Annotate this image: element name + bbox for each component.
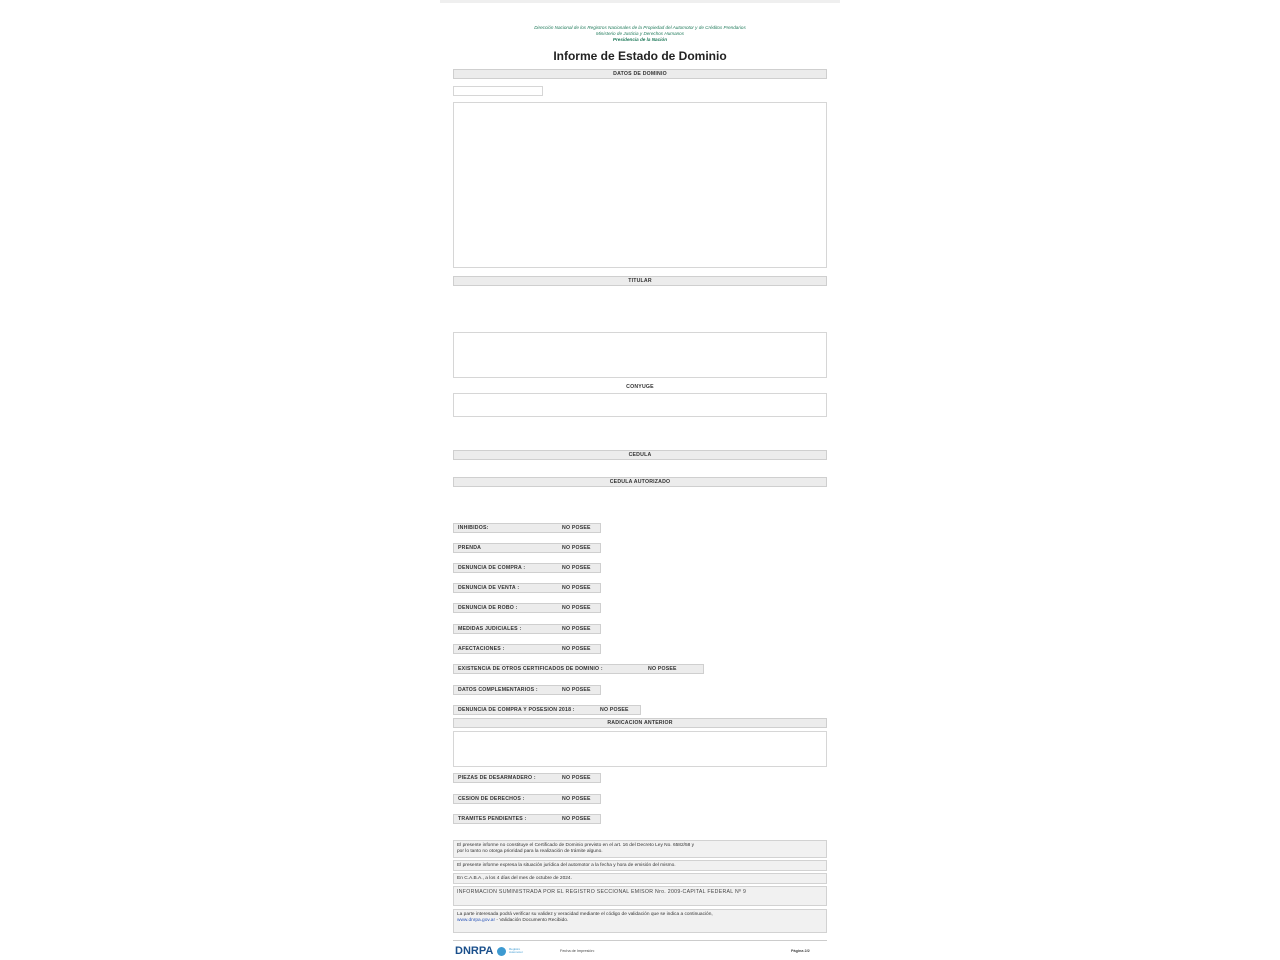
- footer-pagina: Página 2/2: [791, 949, 810, 953]
- section-datos-dominio: DATOS DE DOMINIO: [453, 69, 827, 79]
- label-datos-complementarios: DATOS COMPLEMENTARIOS :: [458, 687, 538, 693]
- bar-tramites-pendientes: [453, 814, 601, 824]
- label-denuncia-venta: DENUNCIA DE VENTA :: [458, 585, 520, 591]
- conyuge-box: [453, 393, 827, 417]
- label-inhibidos: INHIBIDOS:: [458, 525, 489, 531]
- value-existencia-certificados: NO POSEE: [648, 666, 677, 672]
- section-radicacion-anterior: RADICACION ANTERIOR: [453, 718, 827, 728]
- section-cedula-autorizado: CEDULA AUTORIZADO: [453, 477, 827, 487]
- value-inhibidos: NO POSEE: [562, 525, 591, 531]
- footer-fecha-label: Fecha de Impresión:: [560, 949, 595, 953]
- header-line-3: Presidencia de la Nación: [612, 37, 668, 42]
- value-denuncia-robo: NO POSEE: [562, 605, 591, 611]
- value-denuncia-compra-posesion: NO POSEE: [600, 707, 629, 713]
- label-existencia-certificados: EXISTENCIA DE OTROS CERTIFICADOS DE DOMINIO :: [458, 666, 603, 672]
- bar-inhibidos: [453, 523, 601, 533]
- value-tramites-pendientes: NO POSEE: [562, 816, 591, 822]
- note-disclaimer: [453, 840, 827, 858]
- bar-piezas-desarmadero: [453, 773, 601, 783]
- document-page: [440, 0, 840, 960]
- label-piezas-desarmadero: PIEZAS DE DESARMADERO :: [458, 775, 536, 781]
- value-afectaciones: NO POSEE: [562, 646, 591, 652]
- note-disclaimer-line-1: El presente informe no constituye el Certificado de Dominio previsto en el art. 16 del Decreto Ley No. 6582/58 y: [457, 843, 695, 848]
- domicilio-box: [453, 332, 827, 378]
- section-titular: TITULAR: [453, 276, 827, 286]
- note-fecha: En C.A.B.A., a los 4 días del mes de octubre de 2024.: [453, 873, 827, 884]
- bar-afectaciones: [453, 644, 601, 654]
- bar-cesion-derechos: [453, 794, 601, 804]
- bar-medidas-judiciales: [453, 624, 601, 634]
- value-cesion-derechos: NO POSEE: [562, 796, 591, 802]
- dominio-box: [453, 86, 543, 96]
- bar-denuncia-robo: [453, 603, 601, 613]
- radicacion-box: [453, 731, 827, 767]
- label-denuncia-compra-posesion: DENUNCIA DE COMPRA Y POSESION 2018 :: [458, 707, 575, 713]
- section-conyuge: CONYUGE: [590, 383, 690, 393]
- header-line-2: Ministerio de Justicia y Derechos Humanos: [595, 31, 685, 36]
- bar-existencia-certificados: [453, 664, 704, 674]
- bar-denuncia-venta: [453, 583, 601, 593]
- label-cesion-derechos: CESION DE DERECHOS :: [458, 796, 525, 802]
- page-title: Informe de Estado de Dominio: [553, 49, 727, 63]
- note-disclaimer-line-2: por lo tanto no otorga prioridad para la realización de trámite alguno.: [457, 849, 603, 854]
- note-validacion-line-1: La parte interesada podrá verificar su validez y veracidad mediante el código de validación que se indica a continuación,: [457, 912, 713, 917]
- note-validacion-suffix: - Validación Documento Recibido.: [496, 918, 569, 923]
- page-footer: [453, 940, 827, 959]
- value-datos-complementarios: NO POSEE: [562, 687, 591, 693]
- note-situacion: El presente informe expresa la situación jurídica del automotor a la fecha y hora de emisión del mismo.: [453, 860, 827, 871]
- bar-prenda: [453, 543, 601, 553]
- label-prenda: PRENDA: [458, 545, 482, 551]
- note-registro: [453, 886, 827, 906]
- label-denuncia-robo: DENUNCIA DE ROBO :: [458, 605, 518, 611]
- note-registro-line-1: INFORMACION SUMINISTRADA POR EL REGISTRO SECCIONAL EMISOR Nro. 2009-CAPITAL FEDERAL Nº 9: [457, 889, 747, 895]
- dnrpa-link[interactable]: www.dnrpa.gov.ar: [457, 918, 496, 923]
- bar-datos-complementarios: [453, 685, 601, 695]
- label-denuncia-compra: DENUNCIA DE COMPRA :: [458, 565, 526, 571]
- bar-denuncia-compra: [453, 563, 601, 573]
- dnrpa-logo-subtitle: Registro Automotor: [509, 947, 523, 955]
- dnrpa-logo-icon: [497, 947, 506, 956]
- bar-denuncia-compra-posesion: [453, 705, 641, 715]
- dominio-details-box: [453, 102, 827, 268]
- label-afectaciones: AFECTACIONES :: [458, 646, 505, 652]
- value-denuncia-venta: NO POSEE: [562, 585, 591, 591]
- section-cedula: CEDULA: [453, 450, 827, 460]
- label-tramites-pendientes: TRAMITES PENDIENTES :: [458, 816, 527, 822]
- dnrpa-logo: DNRPA: [455, 945, 494, 957]
- top-divider: [440, 0, 840, 3]
- value-denuncia-compra: NO POSEE: [562, 565, 591, 571]
- value-piezas-desarmadero: NO POSEE: [562, 775, 591, 781]
- header-line-1: Dirección Nacional de los Registros Nacionales de la Propiedad del Automotor y de Créditos Prendarios: [534, 25, 746, 30]
- note-validacion: [453, 909, 827, 933]
- value-medidas-judiciales: NO POSEE: [562, 626, 591, 632]
- label-medidas-judiciales: MEDIDAS JUDICIALES :: [458, 626, 522, 632]
- value-prenda: NO POSEE: [562, 545, 591, 551]
